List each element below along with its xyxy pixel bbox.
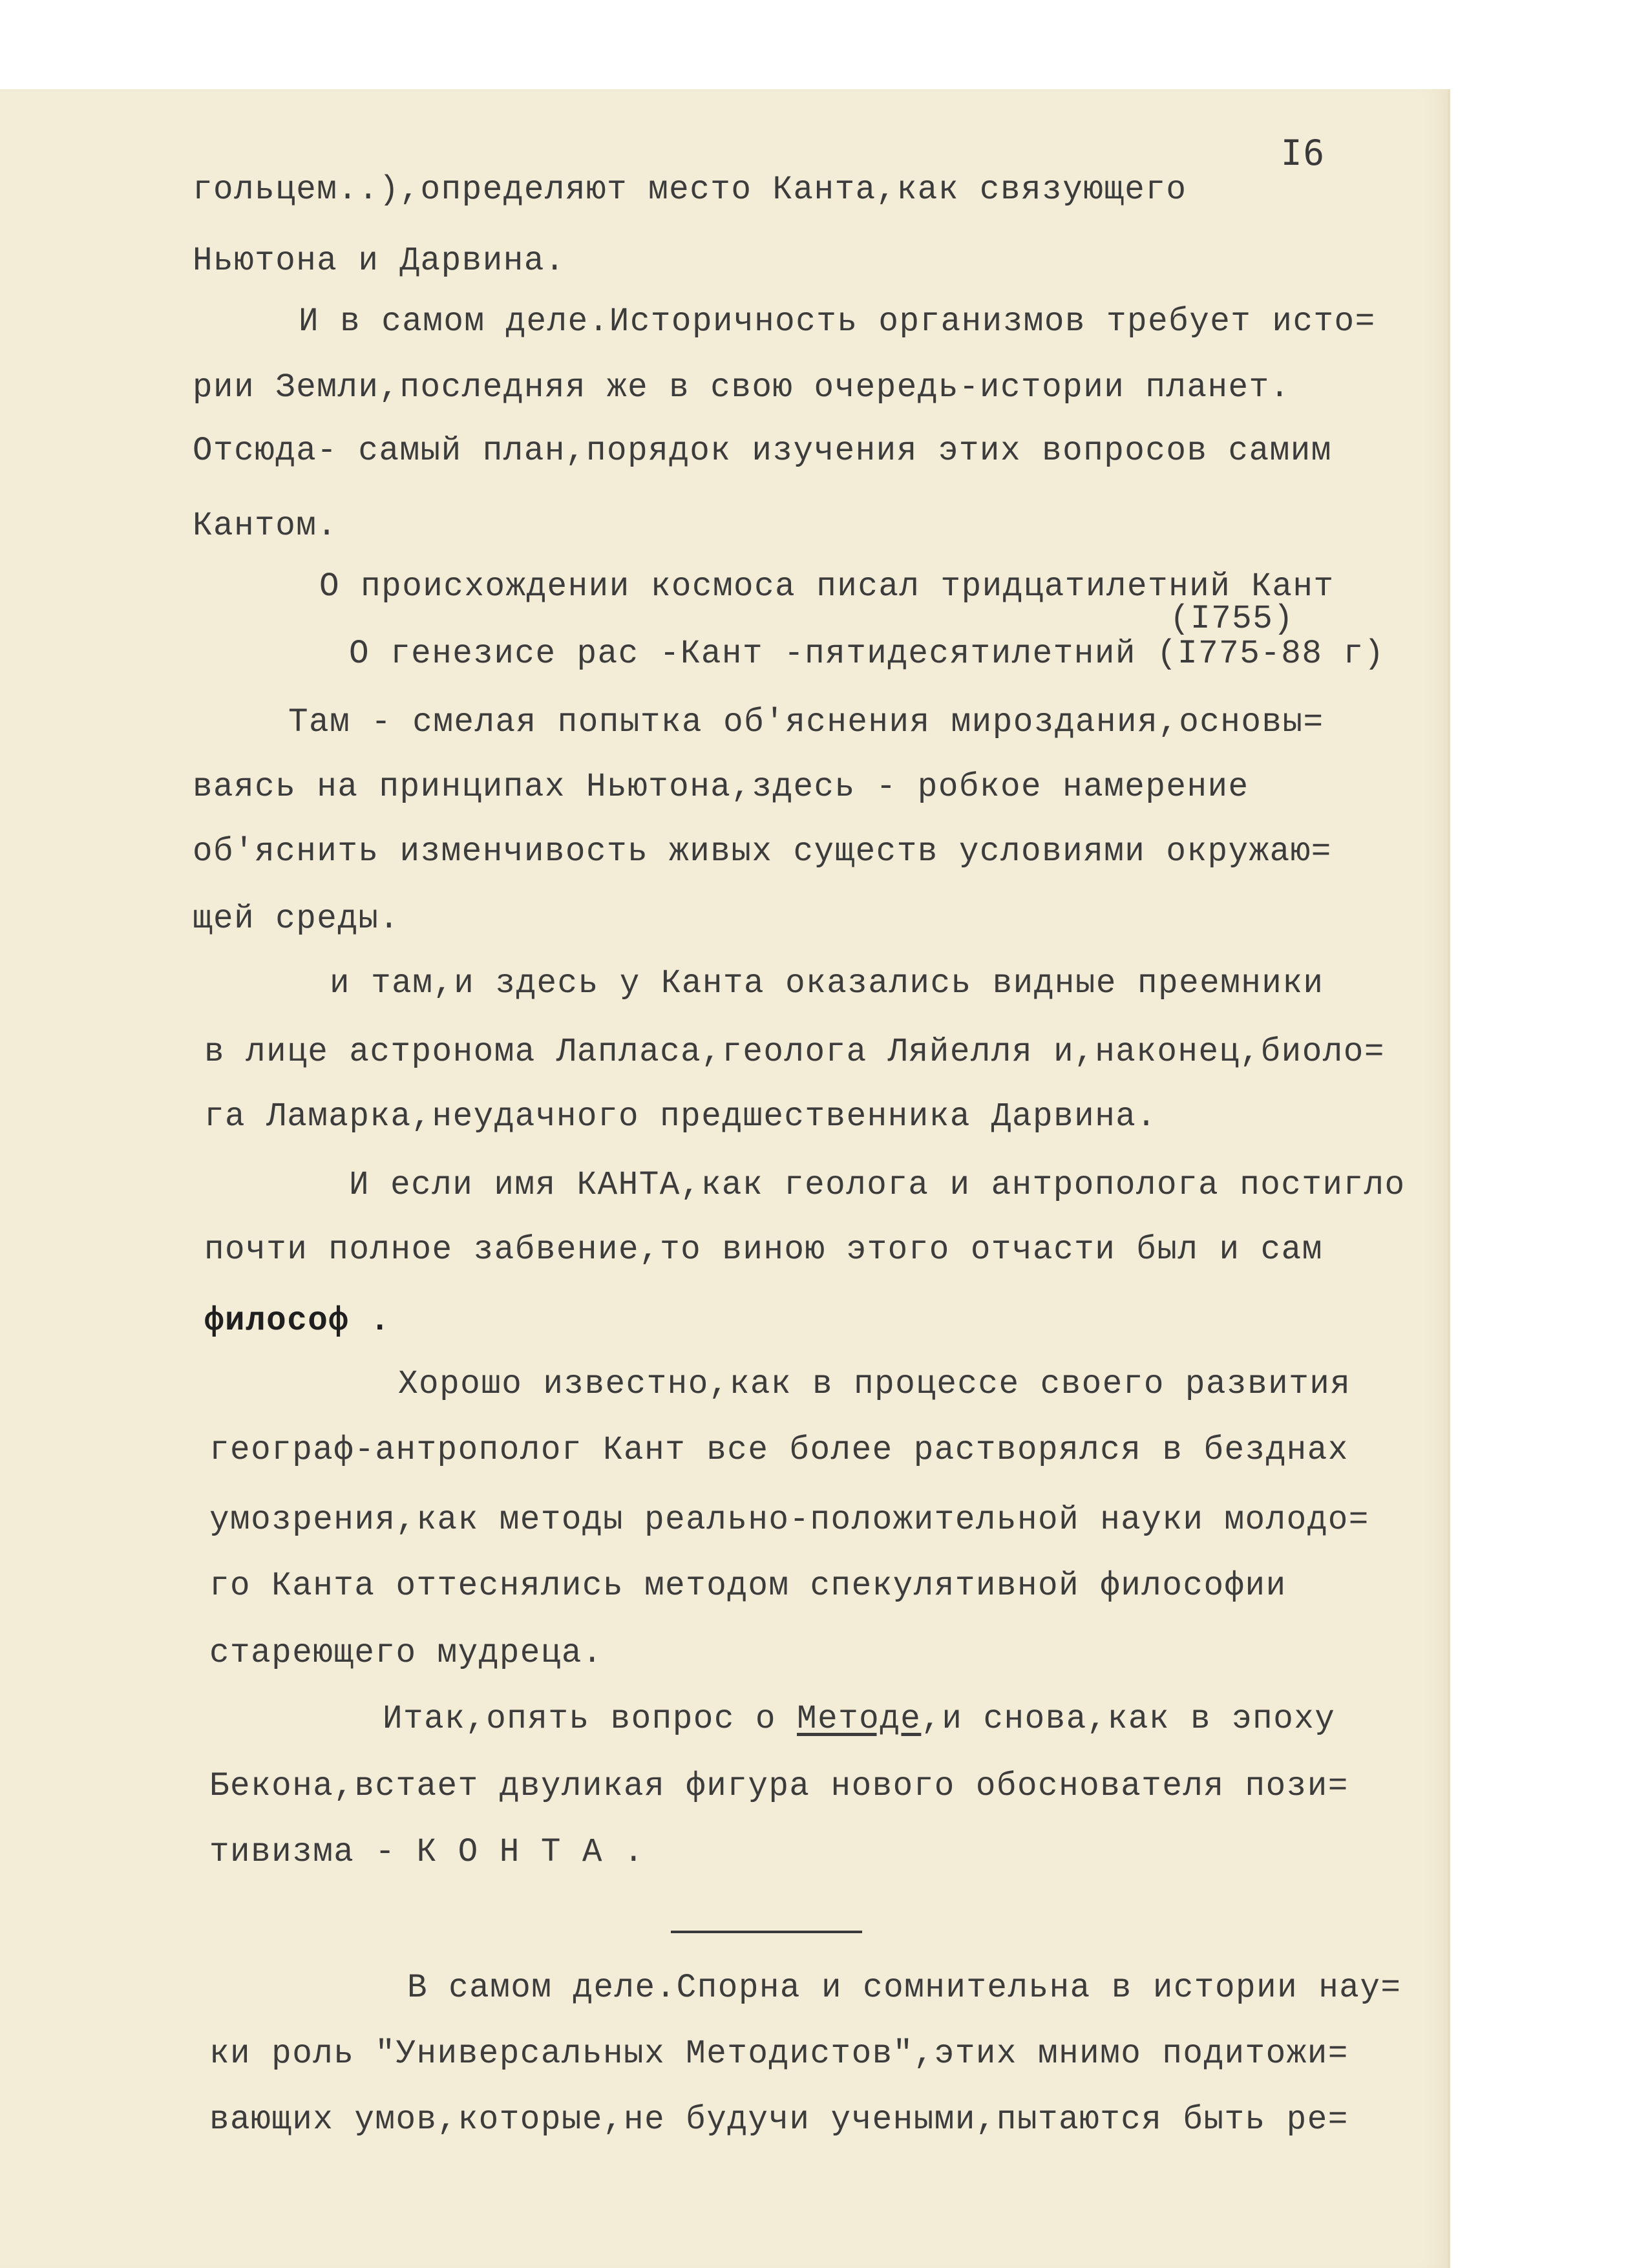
text-line: географ-антрополог Кант все более растворялся в безднах: [209, 1431, 1349, 1469]
text-line: стареющего мудреца.: [209, 1634, 603, 1672]
text-line: философ .: [204, 1302, 391, 1340]
text-line: ки роль "Универсальных Методистов",этих мнимо подитожи=: [209, 2035, 1349, 2073]
text-line: вающих умов,которые,не будучи учеными,пытаются быть ре=: [209, 2101, 1349, 2139]
text-line: Там - смелая попытка об'яснения мироздания,основы=: [288, 703, 1324, 741]
text-line: В самом деле.Спорна и сомнительна в истории нау=: [407, 1969, 1402, 2007]
text-line: и там,и здесь у Канта оказались видные преемники: [330, 964, 1324, 1002]
text-line: умозрения,как методы реально-положительной науки молодо=: [209, 1501, 1369, 1539]
text-line: Отсюда- самый план,порядок изучения этих вопросов самим: [193, 432, 1332, 470]
text-line: га Ламарка,неудачного предшественника Дарвина.: [204, 1097, 1157, 1136]
text-line: О генезисе рас -Кант -пятидесятилетний (I775-88 г): [349, 635, 1385, 673]
text-run: Итак,опять вопрос о: [383, 1700, 798, 1738]
text-line: И если имя КАНТА,как геолога и антрополога постигло: [349, 1166, 1406, 1204]
text-line: гольцем..),определяют место Канта,как связующего: [193, 171, 1187, 209]
text-line: О происхождении космоса писал тридцатилетний Кант: [319, 567, 1335, 606]
text-line: го Канта оттеснялись методом спекулятивной философии: [209, 1567, 1287, 1605]
text-line: И в самом деле.Историчность организмов требует исто=: [299, 302, 1376, 341]
text-line: (I755): [1170, 600, 1294, 638]
text-line: [383, 1702, 1335, 1736]
text-run: ,и снова,как в эпоху: [921, 1700, 1336, 1738]
text-line: тивизма - К О Н Т А .: [209, 1833, 645, 1871]
text-line: почти полное забвение,то виною этого отчасти был и сам: [204, 1231, 1323, 1269]
text-line: в лице астронома Лапласа,геолога Ляйелля и,наконец,биоло=: [204, 1033, 1385, 1071]
page-number: I6: [1281, 132, 1326, 173]
text-line: Хорошо известно,как в процессе своего развития: [398, 1365, 1351, 1403]
text-line: об'яснить изменчивость живых существ условиями окружаю=: [193, 832, 1332, 871]
text-line: щей среды.: [193, 900, 400, 938]
text-line: ваясь на принципах Ньютона,здесь - робкое намерение: [193, 768, 1249, 806]
text-line: Кантом.: [193, 507, 338, 545]
underlined-word: Методе: [797, 1700, 922, 1738]
text-line: рии Земли,последняя же в свою очередь-истории планет.: [193, 368, 1291, 407]
section-divider: [671, 1931, 862, 1933]
text-line: Ньютона и Дарвина.: [193, 242, 565, 280]
text-line: Бекона,встает двуликая фигура нового обоснователя пози=: [209, 1767, 1349, 1805]
